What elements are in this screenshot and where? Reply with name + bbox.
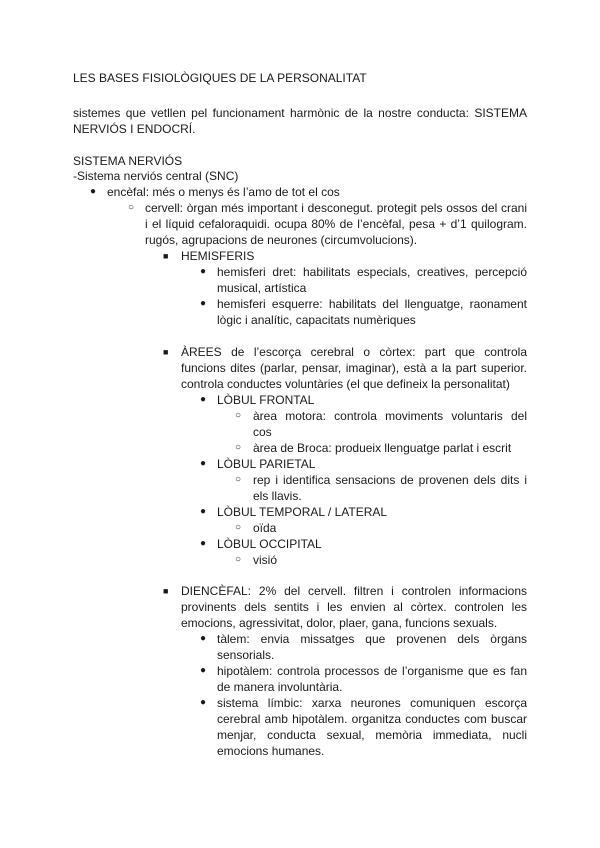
square-bullet-icon: ■ <box>163 347 169 357</box>
intro-paragraph <box>73 105 527 137</box>
item-line: rep i identifica sensacions de provenen dels dits i <box>253 473 527 487</box>
disc-bullet-icon: ● <box>200 298 207 309</box>
item-line: menjar, conducta sexual, memòria immediata, nucli <box>217 728 527 742</box>
item-line: cos <box>253 425 272 439</box>
disc-bullet-icon: ● <box>200 506 207 517</box>
disc-bullet-icon: ● <box>200 394 207 405</box>
intro-line: sistemes que vetllen pel funcionament harmònic de la nostre conducta: SISTEMA <box>73 106 527 120</box>
item-line: àrea motora: controla moviments voluntaris del <box>253 409 527 423</box>
circle-bullet-icon: ○ <box>235 410 242 421</box>
circle-bullet-icon: ○ <box>235 474 242 485</box>
item-line: funcions dites (parlar, pensar, imaginar), està a la part superior. <box>181 361 527 375</box>
item-line: cerebral amb hipotàlem. organitza conductes com buscar <box>217 712 527 726</box>
item-line: hemisferi dret: habilitats especials, creatives, percepció <box>217 265 527 279</box>
disc-bullet-icon: ● <box>200 458 207 469</box>
section-heading: SISTEMA NERVIÓS <box>73 154 183 168</box>
cervell-line: i el líquid cefaloraquidi. ocupa 80% de l’encèfal, pesa + d’1 quilogram. <box>145 217 527 231</box>
list-item-visio: visió <box>253 553 278 567</box>
list-item-area-broca: àrea de Broca: produeix llenguatge parlat i escrit <box>253 441 512 455</box>
item-line: ÀREES de l’escorça cerebral o còrtex: part que controla <box>181 345 527 359</box>
cervell-line: cervell: òrgan més important i desconegut. protegit pels ossos del crani <box>145 201 527 215</box>
list-item-hemisferi-dret <box>217 264 527 296</box>
list-item-cervell <box>145 200 527 248</box>
list-item-lobul-temporal: LÒBUL TEMPORAL / LATERAL <box>217 505 388 519</box>
item-line: els llavis. <box>253 489 302 503</box>
item-line: controla conductes voluntàries (el que defineix la personalitat) <box>181 377 510 391</box>
list-item-hemisferis: HEMISFERIS <box>181 249 255 263</box>
disc-bullet-icon: ● <box>200 665 207 676</box>
list-item-arees <box>181 344 527 392</box>
item-line: de manera involuntària. <box>217 680 343 694</box>
item-line: emocions humanes. <box>217 744 325 758</box>
circle-bullet-icon: ○ <box>235 522 242 533</box>
list-item-oida: oïda <box>253 521 277 535</box>
item-line: DIENCÈFAL: 2% del cervell. filtren i controlen informacions <box>181 584 527 598</box>
disc-bullet-icon: ● <box>200 538 207 549</box>
list-item-area-motora <box>253 408 527 440</box>
circle-bullet-icon: ○ <box>235 442 242 453</box>
item-line: musical, artística <box>217 281 307 295</box>
list-item-diencefal <box>181 583 527 631</box>
snc-line: -Sistema nerviós central (SNC) <box>73 169 239 183</box>
item-line: provinents dels sentits i les envien al còrtex. controlen les <box>181 600 527 614</box>
square-bullet-icon: ■ <box>163 586 169 596</box>
list-item-hemisferi-esquerre <box>217 296 527 328</box>
list-item-lobul-occipital: LÒBUL OCCIPITAL <box>217 537 322 551</box>
circle-bullet-icon: ○ <box>128 202 135 213</box>
item-line: sensorials. <box>217 648 275 662</box>
item-line: emocions, agressivitat, dolor, plaer, gana, funcions sexuals. <box>181 616 498 630</box>
list-item-talem <box>217 631 527 663</box>
item-line: lògic i analític, capacitats numèriques <box>217 313 416 327</box>
item-line: hemisferi esquerre: habilitats del llenguatge, raonament <box>217 297 527 311</box>
item-line: tàlem: envia missatges que provenen dels òrgans <box>217 632 527 646</box>
list-item-lobul-frontal: LÒBUL FRONTAL <box>217 393 315 407</box>
item-line: sistema límbic: xarxa neurones comuniquen escorça <box>217 696 527 710</box>
intro-line: NERVIÓS I ENDOCRÍ. <box>73 122 196 136</box>
list-item-hipotalem <box>217 663 527 695</box>
disc-bullet-icon: ● <box>200 266 207 277</box>
list-item-parietal-detail <box>253 472 527 504</box>
disc-bullet-icon: ● <box>90 186 97 197</box>
list-item-lobul-parietal: LÒBUL PARIETAL <box>217 457 316 471</box>
list-item-sistema-limbic <box>217 695 527 759</box>
circle-bullet-icon: ○ <box>235 554 242 565</box>
disc-bullet-icon: ● <box>200 697 207 708</box>
disc-bullet-icon: ● <box>200 633 207 644</box>
page-title: LES BASES FISIOLÒGIQUES DE LA PERSONALITAT <box>73 71 367 85</box>
square-bullet-icon: ■ <box>163 251 169 261</box>
item-line: hipotàlem: controla processos de l’organisme que es fan <box>217 664 527 678</box>
cervell-line: rugós, agrupacions de neurones (circumvolucions). <box>145 233 418 247</box>
list-item-encefal: encèfal: més o menys és l’amo de tot el cos <box>107 185 340 199</box>
